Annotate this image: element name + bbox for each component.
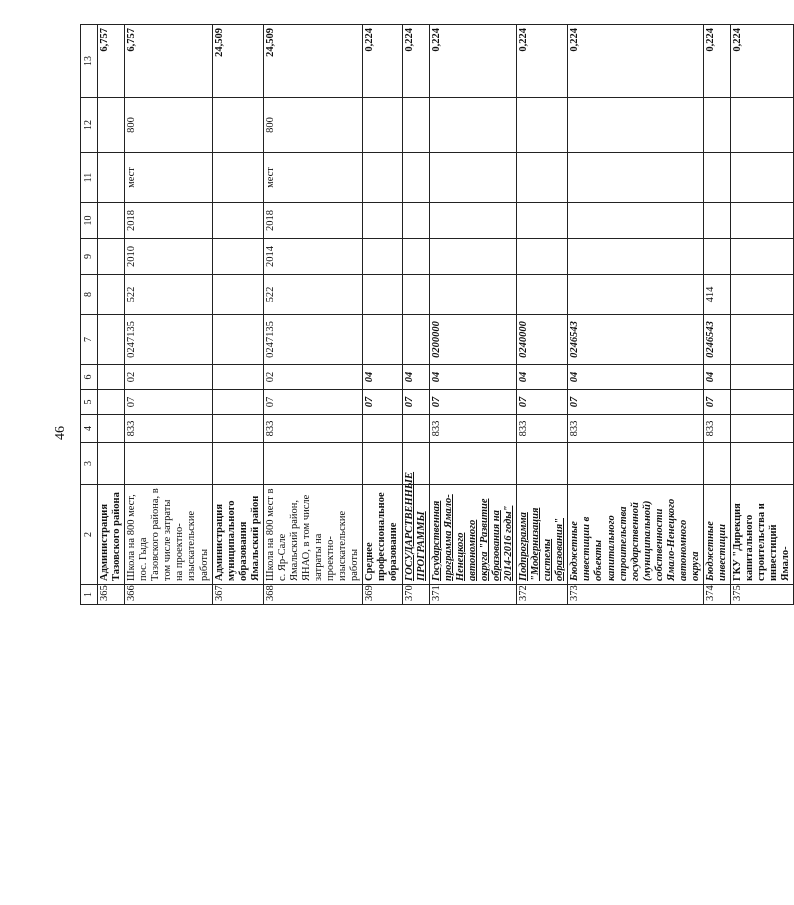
value-cell	[125, 443, 212, 485]
value-cell	[704, 239, 731, 275]
table-row	[363, 25, 402, 605]
value-cell	[402, 98, 429, 153]
value-cell: 04	[402, 365, 429, 390]
value-cell: 02	[263, 365, 363, 390]
value-cell: 24,509	[263, 25, 363, 98]
value-cell	[263, 443, 363, 485]
value-cell	[212, 98, 263, 153]
value-cell	[568, 239, 704, 275]
row-number-cell: 368	[263, 585, 363, 605]
value-cell	[212, 443, 263, 485]
column-header: 8	[81, 275, 98, 315]
value-cell	[212, 365, 263, 390]
value-cell	[568, 275, 704, 315]
value-cell: 522	[263, 275, 363, 315]
value-cell	[731, 415, 794, 443]
page-number: 46	[53, 426, 68, 440]
value-cell	[402, 315, 429, 365]
value-cell: 07	[517, 390, 568, 415]
value-cell	[731, 365, 794, 390]
value-cell	[568, 203, 704, 239]
value-cell: 0247135	[125, 315, 212, 365]
value-cell: 07	[402, 390, 429, 415]
value-cell	[731, 443, 794, 485]
value-cell	[98, 390, 125, 415]
value-cell	[98, 415, 125, 443]
value-cell	[363, 275, 402, 315]
value-cell	[212, 239, 263, 275]
value-cell	[212, 315, 263, 365]
value-cell: 07	[429, 390, 516, 415]
value-cell: 04	[363, 365, 402, 390]
value-cell	[704, 98, 731, 153]
name-cell: Среднее профессиональное образование	[363, 485, 402, 585]
value-cell	[402, 153, 429, 203]
value-cell: 414	[704, 275, 731, 315]
value-cell: 04	[704, 365, 731, 390]
value-cell: 833	[429, 415, 516, 443]
value-cell: 02	[125, 365, 212, 390]
value-cell	[568, 98, 704, 153]
table-row	[568, 25, 704, 605]
row-number-cell: 371	[429, 585, 516, 605]
name-cell: ГОСУДАРСТВЕННЫЕ ПРОГРАММЫ	[402, 485, 429, 585]
value-cell: 800	[125, 98, 212, 153]
value-cell: 2018	[125, 203, 212, 239]
value-cell	[731, 203, 794, 239]
name-cell: Подпрограмма "Модернизация системы образования"	[517, 485, 568, 585]
value-cell	[98, 239, 125, 275]
value-cell: 07	[568, 390, 704, 415]
column-header: 9	[81, 239, 98, 275]
value-cell	[517, 203, 568, 239]
row-number-cell: 370	[402, 585, 429, 605]
rotated-table-container	[80, 25, 792, 605]
table-row	[429, 25, 516, 605]
value-cell	[363, 239, 402, 275]
column-header: 1	[81, 585, 98, 605]
name-cell: ГКУ "Дирекция капитального строительства и инвестиций Ямало-	[731, 485, 794, 585]
value-cell	[98, 203, 125, 239]
value-cell	[98, 365, 125, 390]
row-number-cell: 373	[568, 585, 704, 605]
value-cell: 0200000	[429, 315, 516, 365]
column-header: 6	[81, 365, 98, 390]
value-cell	[98, 275, 125, 315]
value-cell: 833	[125, 415, 212, 443]
table-row	[704, 25, 731, 605]
name-cell: Администрация муниципального образования Ямальский район	[212, 485, 263, 585]
value-cell	[704, 203, 731, 239]
column-header: 13	[81, 25, 98, 98]
value-cell	[212, 153, 263, 203]
row-number-cell: 372	[517, 585, 568, 605]
value-cell: 0,224	[363, 25, 402, 98]
budget-table	[80, 24, 794, 605]
column-header: 7	[81, 315, 98, 365]
value-cell: 833	[568, 415, 704, 443]
value-cell: 07	[125, 390, 212, 415]
value-cell	[98, 315, 125, 365]
value-cell	[731, 239, 794, 275]
value-cell: 0,224	[517, 25, 568, 98]
value-cell: 6,757	[125, 25, 212, 98]
value-cell	[517, 443, 568, 485]
value-cell: 6,757	[98, 25, 125, 98]
value-cell	[731, 98, 794, 153]
value-cell: 07	[363, 390, 402, 415]
value-cell	[568, 443, 704, 485]
value-cell	[363, 415, 402, 443]
value-cell: 0,224	[568, 25, 704, 98]
value-cell: 07	[263, 390, 363, 415]
value-cell	[429, 275, 516, 315]
name-cell: Школа на 800 мест, пос. Гыда Тазовского района, в том числе затраты на проектно-изыскательские работы	[125, 485, 212, 585]
value-cell	[212, 203, 263, 239]
row-number-cell: 366	[125, 585, 212, 605]
value-cell	[98, 153, 125, 203]
value-cell: 833	[263, 415, 363, 443]
value-cell	[402, 275, 429, 315]
value-cell	[402, 239, 429, 275]
column-header: 4	[81, 415, 98, 443]
row-number-cell: 365	[98, 585, 125, 605]
value-cell	[363, 153, 402, 203]
value-cell	[731, 315, 794, 365]
table-row	[731, 25, 794, 605]
value-cell	[517, 239, 568, 275]
column-header: 2	[81, 485, 98, 585]
value-cell	[429, 98, 516, 153]
value-cell	[704, 153, 731, 203]
value-cell: 2018	[263, 203, 363, 239]
value-cell: 0,224	[402, 25, 429, 98]
value-cell	[363, 203, 402, 239]
column-header: 5	[81, 390, 98, 415]
row-number-cell: 374	[704, 585, 731, 605]
table-row	[402, 25, 429, 605]
value-cell: 07	[704, 390, 731, 415]
value-cell: 2014	[263, 239, 363, 275]
value-cell	[517, 275, 568, 315]
value-cell	[429, 443, 516, 485]
column-header: 10	[81, 203, 98, 239]
value-cell: 0,224	[731, 25, 794, 98]
row-number-cell: 375	[731, 585, 794, 605]
value-cell	[568, 153, 704, 203]
name-cell: Школа на 800 мест в с. Яр-Сале Ямальский район, ЯНАО, в том числе затраты на проектно-изыскательские работы	[263, 485, 363, 585]
table-row	[263, 25, 363, 605]
value-cell: 833	[704, 415, 731, 443]
value-cell	[363, 315, 402, 365]
value-cell: 522	[125, 275, 212, 315]
value-cell	[363, 443, 402, 485]
column-header: 3	[81, 443, 98, 485]
value-cell: 0246543	[568, 315, 704, 365]
table-row	[212, 25, 263, 605]
value-cell: 04	[429, 365, 516, 390]
header-row	[81, 25, 98, 605]
value-cell: 0,224	[429, 25, 516, 98]
value-cell	[402, 415, 429, 443]
value-cell: 833	[517, 415, 568, 443]
value-cell: мест	[263, 153, 363, 203]
value-cell: 0,224	[704, 25, 731, 98]
column-header: 11	[81, 153, 98, 203]
value-cell	[704, 443, 731, 485]
value-cell: 0246543	[704, 315, 731, 365]
table-row	[98, 25, 125, 605]
value-cell	[517, 153, 568, 203]
value-cell: мест	[125, 153, 212, 203]
value-cell: 24,509	[212, 25, 263, 98]
name-cell: Бюджетные инвестиции	[704, 485, 731, 585]
value-cell: 0240000	[517, 315, 568, 365]
table-row	[125, 25, 212, 605]
value-cell: 04	[517, 365, 568, 390]
name-cell: Администрация Тазовского района	[98, 485, 125, 585]
row-number-cell: 369	[363, 585, 402, 605]
value-cell	[212, 275, 263, 315]
name-cell: Государственная программа Ямало-Ненецкого автономного округа "Развитие образования на 2014-2016 годы"	[429, 485, 516, 585]
value-cell	[363, 98, 402, 153]
value-cell	[98, 98, 125, 153]
row-number-cell: 367	[212, 585, 263, 605]
value-cell	[212, 390, 263, 415]
value-cell	[731, 153, 794, 203]
value-cell	[517, 98, 568, 153]
value-cell: 2010	[125, 239, 212, 275]
value-cell	[212, 415, 263, 443]
value-cell	[731, 390, 794, 415]
table-row	[517, 25, 568, 605]
value-cell	[429, 239, 516, 275]
value-cell: 04	[568, 365, 704, 390]
column-header: 12	[81, 98, 98, 153]
value-cell	[98, 443, 125, 485]
value-cell	[429, 203, 516, 239]
value-cell: 800	[263, 98, 363, 153]
value-cell	[731, 275, 794, 315]
name-cell: Бюджетные инвестиции в объекты капитального строительства государственной (муниципальной) собственности Ямало-Ненецкого автономного округа	[568, 485, 704, 585]
value-cell	[429, 153, 516, 203]
value-cell	[402, 203, 429, 239]
value-cell: 0247135	[263, 315, 363, 365]
